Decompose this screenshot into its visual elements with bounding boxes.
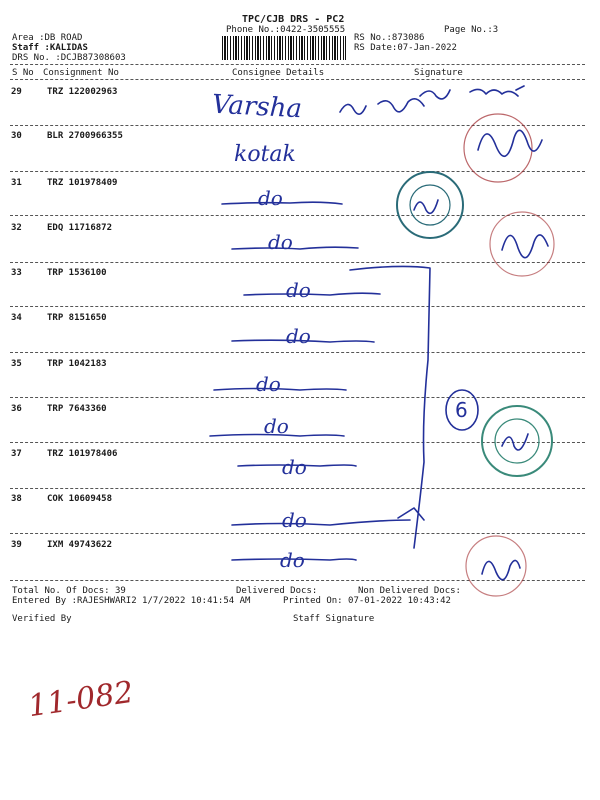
row-consignment: TRP 1536100 [47, 268, 107, 278]
row-consignment: BLR 2700966355 [47, 131, 123, 141]
drs-number: DRS No. :DCJB87308603 [12, 53, 126, 63]
bracket-mark [350, 266, 430, 548]
document-title: TPC/CJB DRS - PC2 [242, 14, 345, 25]
row-sno: 29 [11, 87, 22, 97]
rs-date: RS Date:07-Jan-2022 [354, 43, 457, 53]
row-sno: 33 [11, 268, 22, 278]
row-sno: 30 [11, 131, 22, 141]
col-sno-header: S No [12, 68, 34, 78]
non-delivered-docs: Non Delivered Docs: [358, 586, 461, 596]
row-sno: 31 [11, 178, 22, 188]
total-docs: Total No. Of Docs: 39 [12, 586, 126, 596]
ditto-mark: do [286, 324, 311, 348]
col-signature-header: Signature [414, 68, 463, 78]
row-consignment: TRP 7643360 [47, 404, 107, 414]
ditto-mark: do [282, 508, 307, 532]
entered-by: Entered By :RAJESHWARI2 1/7/2022 10:41:54 AM [12, 596, 251, 606]
row-sno: 38 [11, 494, 22, 504]
handwritten-name-kotak: kotak [234, 142, 296, 167]
round-stamp [397, 172, 463, 238]
printed-on: Printed On: 07-01-2022 10:43:42 [283, 596, 451, 606]
col-consignee-header: Consignee Details [232, 68, 325, 78]
signature [464, 114, 542, 182]
area-label: Area :DB ROAD [12, 33, 83, 43]
staff-signature: Staff Signature [293, 614, 375, 624]
ditto-mark: do [286, 278, 311, 302]
verified-by: Verified By [12, 614, 72, 624]
ditto-mark: do [258, 186, 283, 210]
row-sno: 35 [11, 359, 22, 369]
row-consignment: TRZ 101978406 [47, 449, 118, 459]
count-circle [446, 390, 478, 430]
handwritten-count: 6 [455, 398, 468, 422]
row-consignment: TRZ 101978409 [47, 178, 118, 188]
ditto-mark: do [280, 548, 305, 572]
phone-number: Phone No.:0422-3505555 [226, 25, 346, 35]
rs-number: RS No.:873086 [354, 33, 425, 43]
ditto-strokes [210, 202, 410, 560]
ditto-mark: do [264, 414, 289, 438]
row-consignment: TRP 1042183 [47, 359, 107, 369]
signature [466, 536, 526, 596]
row-consignment: TRZ 122002963 [47, 87, 118, 97]
row-sno: 37 [11, 449, 22, 459]
row-consignment: TRP 8151650 [47, 313, 107, 323]
staff-label: Staff :KALIDAS [12, 43, 88, 53]
row-sno: 34 [11, 313, 22, 323]
row-sno: 36 [11, 404, 22, 414]
signature [490, 212, 554, 276]
row-sno: 39 [11, 540, 22, 550]
round-stamp [482, 406, 552, 476]
delivered-docs: Delivered Docs: [236, 586, 318, 596]
ditto-mark: do [268, 230, 293, 254]
handwritten-bottom-note: 11-082 [26, 674, 136, 725]
page-number: Page No.:3 [444, 25, 499, 35]
row-consignment: COK 10609458 [47, 494, 113, 504]
ditto-mark: do [256, 372, 281, 396]
row-consignment: IXM 49743622 [47, 540, 113, 550]
col-consignment-header: Consignment No [43, 68, 119, 78]
ditto-mark: do [282, 455, 307, 479]
row-consignment: EDQ 11716872 [47, 223, 113, 233]
handwritten-name-varsha: Varsha [211, 89, 303, 125]
row-sno: 32 [11, 223, 22, 233]
row29-scribble [340, 86, 524, 114]
